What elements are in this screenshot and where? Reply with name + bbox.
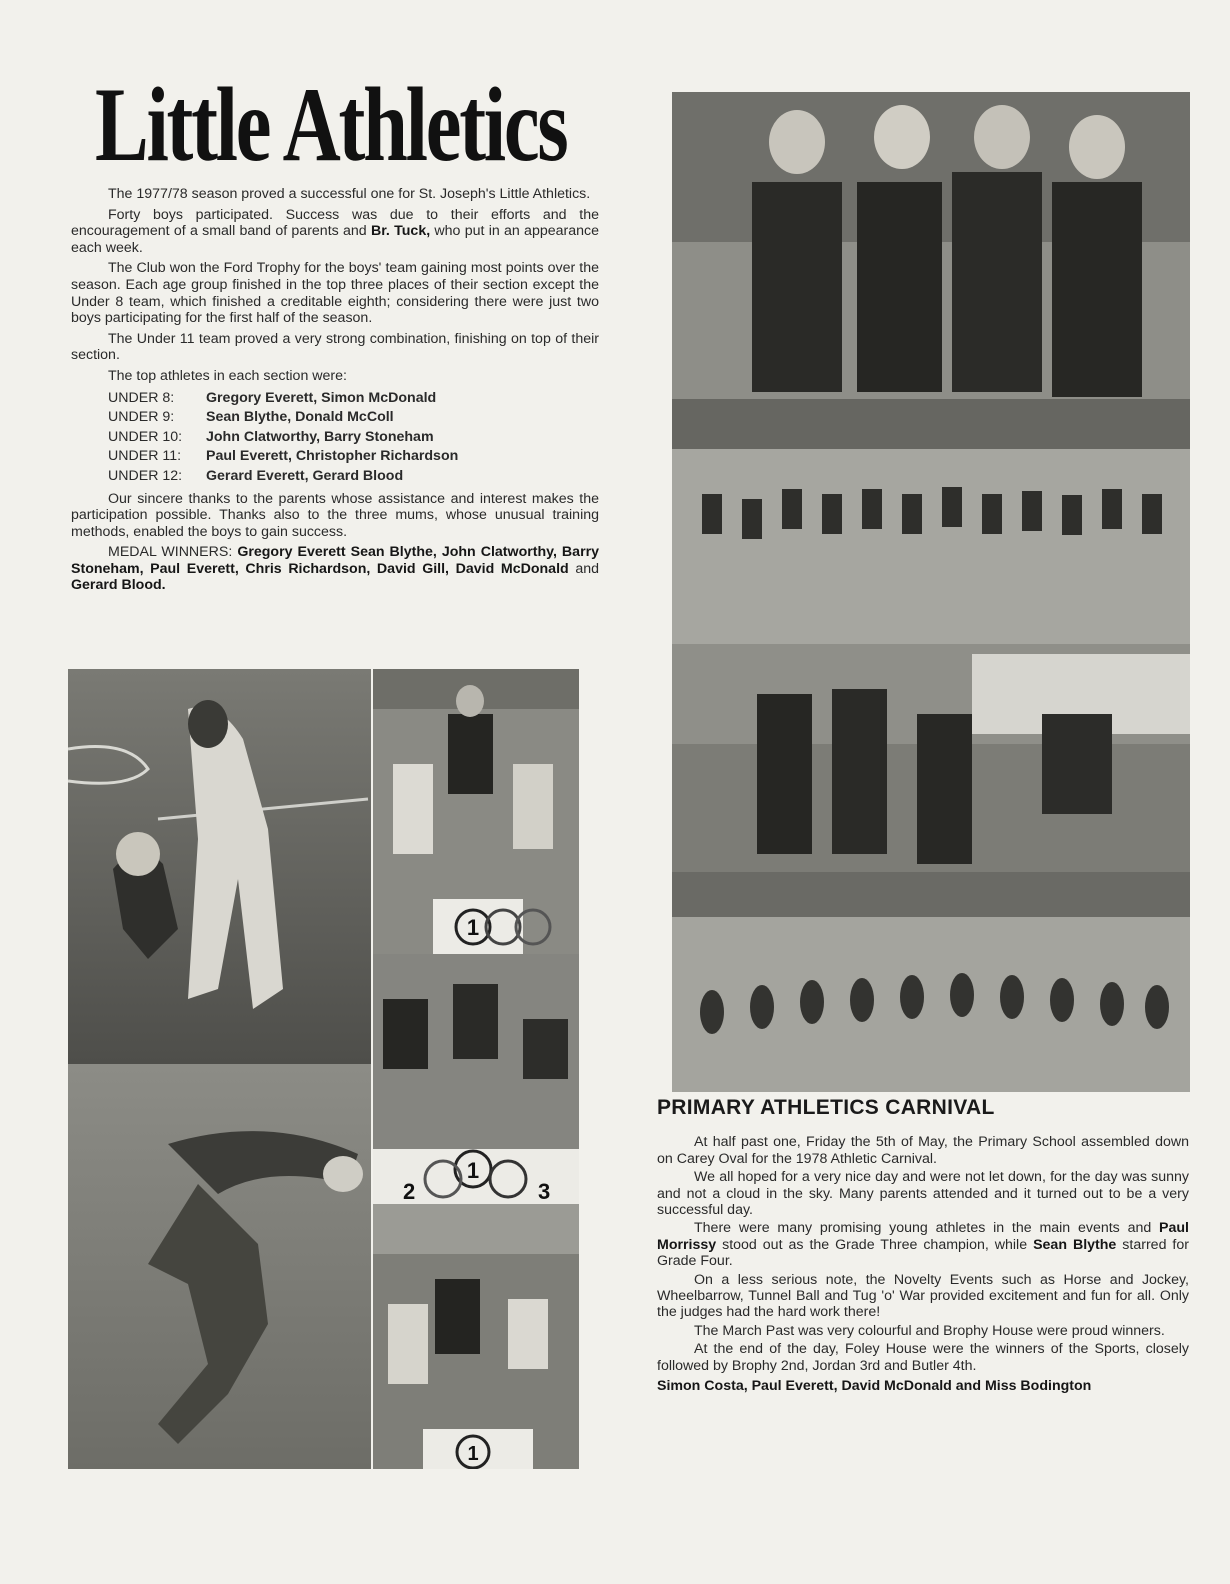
athlete-names: Gregory Everett, Simon McDonald [206,389,437,406]
carnival-paragraph-2: We all hoped for a very nice day and were not let down, for the day was sunny and not a cloud in the sky. Many parents attended and it turned out to be a very successful day. [657,1169,1189,1219]
section-label: UNDER 9: [108,409,175,426]
top-athletes-list [108,389,599,487]
carnival-article [657,1096,1189,1397]
carnival-p3-bold-1: Paul Morrissy [657,1220,1189,1253]
carnival-paragraph-5: The March Past was very colourful and Brophy House were proud winners. [694,1322,1165,1339]
photo-podium-3 [373,1204,579,1469]
carnival-heading: PRIMARY ATHLETICS CARNIVAL [657,1096,995,1119]
carnival-paragraph-3 [657,1220,1189,1269]
carnival-p3-text-3: starred for Grade Four. [657,1236,1189,1270]
section-label: UNDER 8: [108,389,175,406]
intro-paragraph-2 [71,207,599,257]
page-title: Little Athletics [95,66,567,183]
podium-first-number: 1 [466,1158,480,1183]
section-label: UNDER 11: [108,448,182,465]
medal-names: Gregory Everett Sean Blythe, John Clatworthy, Barry Stoneham, Paul Everett, Chris Richardson, David Gill, David McDonald [71,544,599,577]
athlete-names: Gerard Everett, Gerard Blood [206,467,404,484]
photo-group-exercise-2 [672,872,1190,1092]
podium-third-number: 3 [538,1179,551,1204]
medal-last-name: Gerard Blood. [71,577,166,594]
intro-paragraph-5: The top athletes in each section were: [108,367,347,384]
list-item [108,467,599,487]
intro-paragraph-1: The 1977/78 season proved a successful one for St. Joseph's Little Athletics. [108,186,591,202]
photo-podium-2 [373,954,579,1204]
athlete-names: John Clatworthy, Barry Stoneham [206,428,434,445]
carnival-paragraph-6: At the end of the day, Foley House were the winners of the Sports, closely followed by Brophy 2nd, Jordan 3rd and Butler 4th. [657,1341,1189,1374]
carnival-paragraph-1: At half past one, Friday the 5th of May, the Primary School assembled down on Carey Oval for the 1978 Athletic Carnival. [657,1134,1189,1167]
athlete-names: Paul Everett, Christopher Richardson [206,448,459,465]
intro-p2-bold: Br. Tuck, [370,223,431,240]
photo-podium-1 [373,669,579,954]
medal-winners-paragraph [71,544,599,594]
little-athletics-article [71,186,599,598]
intro-paragraph-4: The Under 11 team proved a very strong combination, finishing on top of their section. [71,330,599,364]
section-label: UNDER 12: [108,467,183,484]
list-item [108,389,599,409]
medal-label: MEDAL WINNERS: [108,544,238,561]
podium-first-number: 1 [467,1443,479,1465]
photo-four-boys-walking [672,644,1190,872]
medal-and: and [568,560,599,577]
photo-group-exercise-1 [672,399,1190,644]
carnival-p3-bold-2: Sean Blythe [1033,1236,1117,1253]
carnival-p3-text: There were many promising young athletes in the main events and [694,1220,1160,1237]
section-label: UNDER 10: [108,428,183,445]
photo-boy-jumping [68,1064,371,1469]
podium-first-number: 1 [466,915,480,940]
list-item [108,428,599,448]
carnival-paragraph-4: On a less serious note, the Novelty Events such as Horse and Jockey, Wheelbarrow, Tunnel Ball and Tug 'o' War provided excitement and fun for all. Only the judges had the hard work there! [657,1271,1189,1321]
carnival-p3-text-2: stood out as the Grade Three champion, while [716,1236,1034,1253]
carnival-byline: Simon Costa, Paul Everett, David McDonald and Miss Bodington [657,1378,1092,1395]
intro-p2-text-end: who put in an appearance each week. [71,223,600,256]
intro-p2-text: Forty boys participated. Success was due to their efforts and the encouragement of a small band of parents and [71,206,599,240]
podium-second-number: 2 [403,1179,416,1204]
athlete-names: Sean Blythe, Donald McColl [206,409,394,426]
thanks-paragraph: Our sincere thanks to the parents whose assistance and interest makes the participation possible. Thanks also to the three mums, whose unusual training methods, enabled the boys to gain success. [71,490,599,540]
intro-paragraph-3: The Club won the Ford Trophy for the boys' team gaining most points over the season. Each age group finished in the top three places of their section except the Under 8 team, which finished a creditable eighth; considering there were just two boys participating for the first half of the season. [71,260,599,327]
photo-parent-helping-boy [68,669,371,1064]
photo-four-boys [672,92,1190,399]
list-item [108,447,599,467]
list-item [108,408,599,428]
